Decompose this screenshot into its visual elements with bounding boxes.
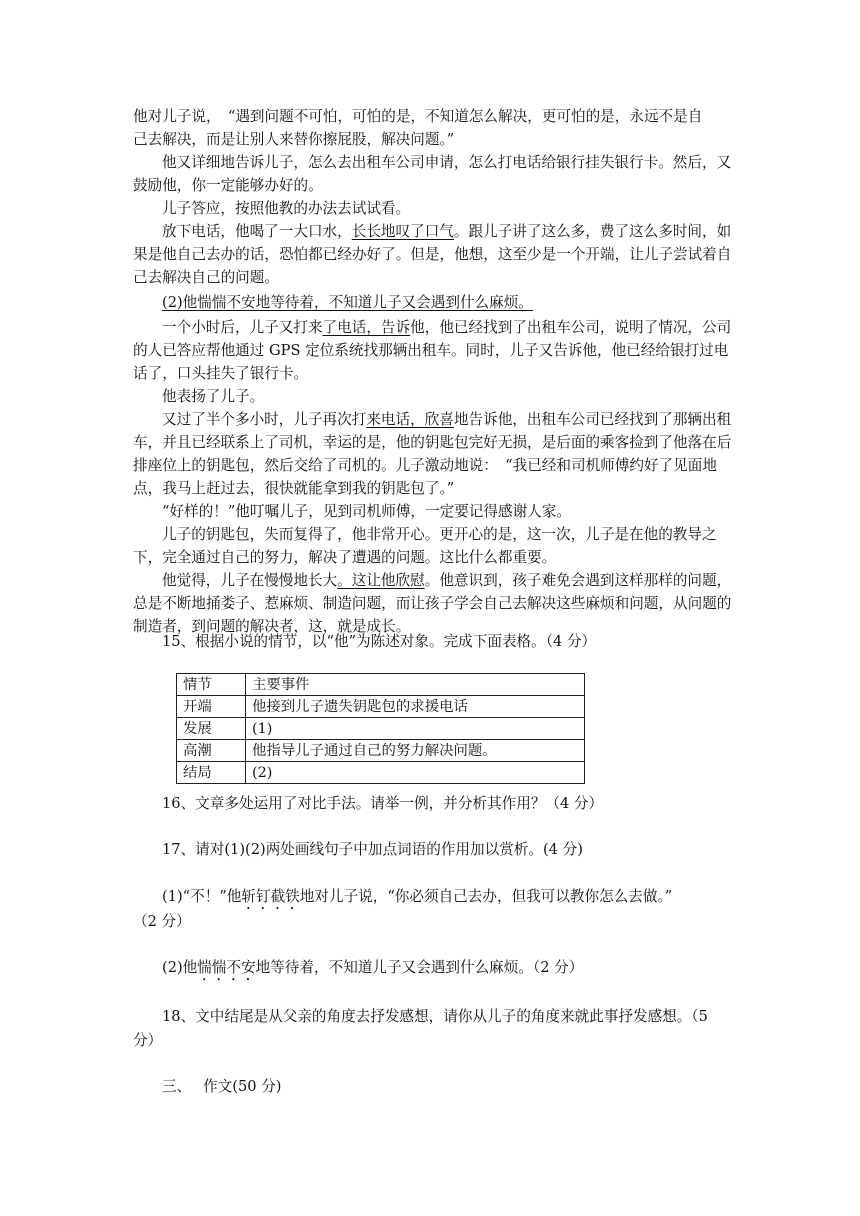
- question-16: 16、文章多处运用了对比手法。请举一例，并分析其作用？（4 分）: [162, 795, 604, 812]
- underlined-phrase-relief: 。这让他欣慰: [337, 572, 425, 589]
- q17-1-text-b: 地对儿子说，“你必须自己去办，但我可以教你怎么去做。”: [299, 888, 673, 905]
- table-cell-event: (1): [246, 718, 585, 740]
- story-p8-text-a: 又过了半个多小时，儿子再次打: [162, 411, 367, 428]
- question-17-part-1: [162, 885, 734, 913]
- story-paragraph-9: “好样的！”他叮嘱儿子，见到司机师傅，一定要记得感谢人家。: [162, 503, 571, 520]
- table-cell-stage: 发展: [177, 718, 246, 740]
- table-cell-stage: 开端: [177, 696, 246, 718]
- table-cell-event: 他指导儿子通过自己的努力解决问题。: [246, 740, 585, 762]
- question-17: 17、请对(1)(2)两处画线句子中加点词语的作用加以赏析。(4 分): [162, 841, 583, 858]
- table-cell-event: 他接到儿子遗失钥匙包的求援电话: [246, 696, 585, 718]
- table-row: [177, 740, 585, 762]
- question-15: 15、根据小说的情节，以“他”为陈述对象。完成下面表格。（4 分）: [162, 633, 597, 650]
- dotted-word-decisive: 斩钉截铁: [241, 888, 300, 905]
- story-p1-line2: 己去解决，而是让别人来替你擦屁股，解决问题。”: [133, 131, 455, 148]
- story-p6-text-b: 他，他已经找到了出租车公司，说明了情况，公司的人已答应帮他通过 GPS 定位系统找那辆出租车。同时，儿子又告诉他，他已经给银打过电话了，口头挂失了银行卡。: [133, 319, 732, 382]
- section-3-heading: 三、 作文(50 分): [162, 1078, 282, 1095]
- q17-2-text-a: (2)他: [162, 959, 198, 976]
- table-cell-event: (2): [246, 762, 585, 784]
- story-paragraph-7: 他表扬了儿子。: [162, 388, 265, 405]
- story-p11-text-a: 他觉得，儿子在慢慢地长大: [162, 572, 338, 589]
- underlined-sentence-2: (2)他惴惴不安地等待着，不知道儿子又会遇到什么麻烦。: [162, 294, 533, 311]
- q17-1-text-a: (1)“不！”他: [162, 888, 242, 905]
- question-18: 18、文中结尾是从父亲的角度去抒发感想，请你从儿子的角度来就此事抒发感想。（5: [162, 1008, 708, 1025]
- story-p6-text-a: 一个小时后，儿子又打来: [162, 319, 323, 336]
- story-paragraph-3: 儿子答应，按照他教的办法去试试看。: [162, 200, 411, 217]
- story-paragraph-8: [133, 408, 733, 500]
- table-row: [177, 762, 585, 784]
- story-paragraph-1: [133, 105, 733, 151]
- table-cell-event: 主要事件: [246, 674, 585, 696]
- underlined-phrase-sigh: 长长地叹了口气: [351, 223, 454, 240]
- table-header-row: [177, 674, 585, 696]
- story-paragraph-2: 他又详细地告诉儿子，怎么去出租车公司申请，怎么打电话给银行挂失银行卡。然后，又鼓励他，你一定能够办好的。: [133, 154, 732, 194]
- story-paragraph-10: 儿子的钥匙包，失而复得了，他非常开心。更开心的是，这一次，儿子是在他的教导之下，完全通过自己的努力，解决了遭遇的问题。这比什么都重要。: [133, 526, 717, 566]
- story-paragraph-4: [133, 220, 733, 289]
- story-paragraph-5: [133, 291, 733, 314]
- table-row: [177, 696, 585, 718]
- q17-2-text-b: 地等待着，不知道儿子又会遇到什么麻烦。（2 分）: [255, 959, 584, 976]
- table-cell-stage: 结局: [177, 762, 246, 784]
- table-cell-stage: 高潮: [177, 740, 246, 762]
- underlined-phrase-joy: 来电话，欣喜: [366, 411, 454, 428]
- story-text: [133, 105, 733, 638]
- q17-1-score: （2 分）: [133, 913, 191, 930]
- underlined-phrase-call: 了电话，告诉: [322, 319, 411, 336]
- question-17-part-2: [162, 956, 734, 984]
- dotted-word-anxious: 惴惴不安: [197, 959, 256, 976]
- story-paragraph-6: [133, 316, 733, 385]
- plot-table: [176, 673, 585, 784]
- story-p11-text-b: 。他意识到，孩子难免会遇到这样那样的问题，总是不断地捅娄子、惹麻烦、制造问题，而让孩子学会自己去解决这些麻烦和问题，从问题的制造者，到问题的解决者，这，就是成长。: [133, 572, 732, 635]
- story-p4-text-a: 放下电话，他喝了一大口水，: [162, 223, 352, 240]
- table-row: [177, 718, 585, 740]
- story-paragraph-11: [133, 569, 733, 638]
- story-p8-text-b: 地告诉他，出租车公司已经找到了那辆出租车，并且已经联系上了司机，幸运的是，他的钥匙包完好无损，是后面的乘客捡到了他落在后排座位上的钥匙包，然后交给了司机的。儿子激动地说： “我已经和司机师傅约好了见面地点，我马上赶过去，很快就能拿到我的钥匙包了。”: [133, 411, 732, 497]
- question-18-score: 分）: [133, 1032, 163, 1049]
- story-p1-line1: 他对儿子说， “遇到问题不可怕，可怕的是，不知道怎么解决，更可怕的是，永远不是自: [133, 108, 703, 125]
- table-cell-stage: 情节: [177, 674, 246, 696]
- story-p4-text-b: 。跟儿子讲了这么多，费了这么多时间，如果是他自己去办的话，恐怕都已经办好了。但是，他想，这至少是一个开端，让儿子尝试着自己去解决自己的问题。: [133, 223, 732, 286]
